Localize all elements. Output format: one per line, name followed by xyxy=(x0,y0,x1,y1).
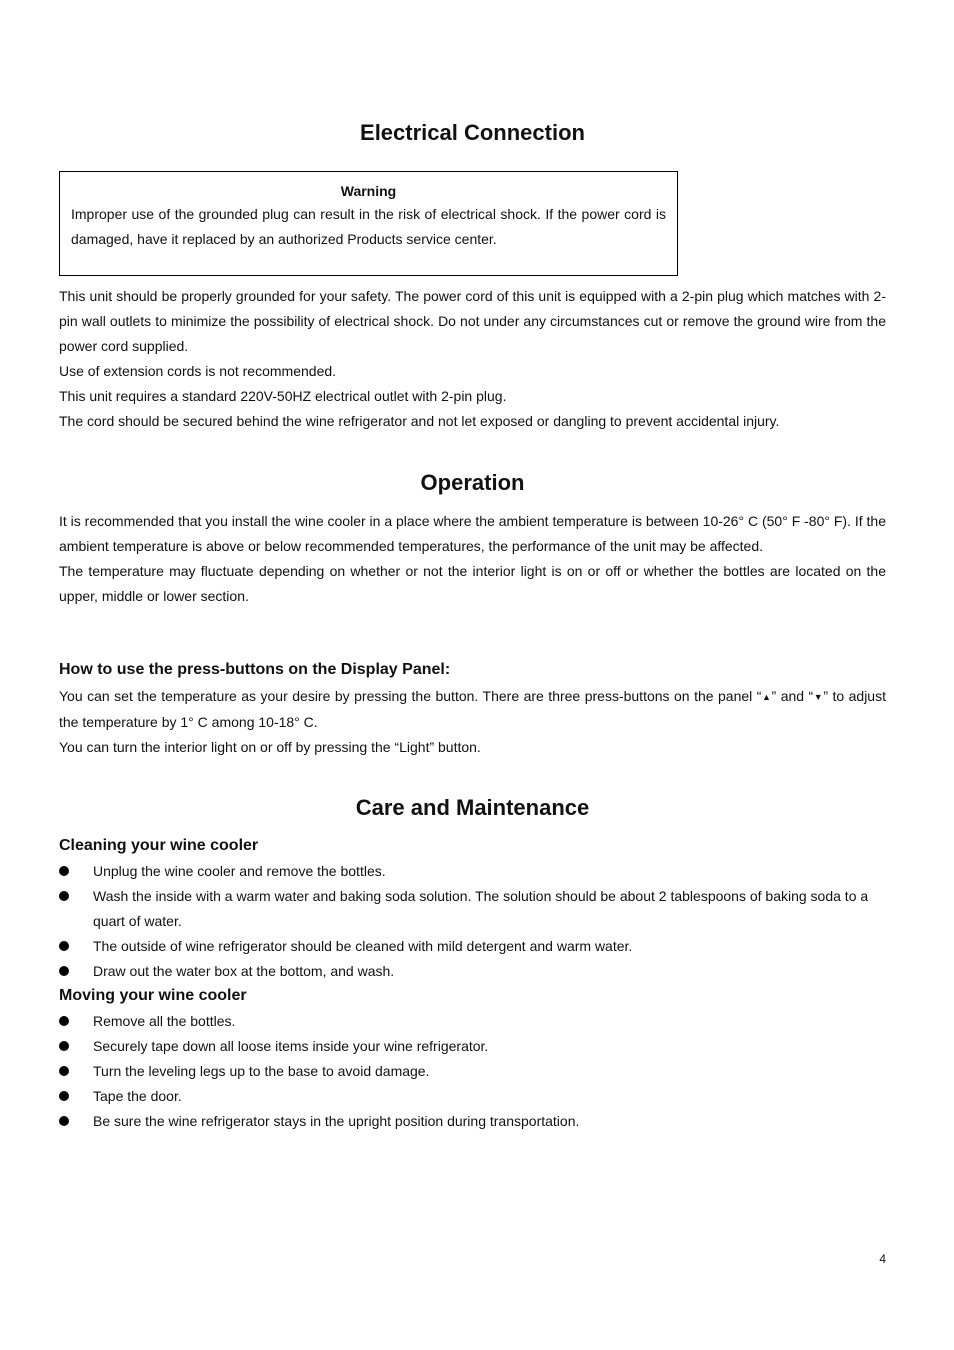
warning-title: Warning xyxy=(340,183,397,199)
electrical-paragraph-4: The cord should be secured behind the wine refrigerator and not let exposed or dangling to prevent accidental injury. xyxy=(59,413,780,429)
subsection-title-cleaning: Cleaning your wine cooler xyxy=(59,837,259,854)
bullet-icon xyxy=(59,1116,69,1126)
list-item-text: Turn the leveling legs up to the base to avoid damage. xyxy=(93,1063,430,1079)
list-item-text: Unplug the wine cooler and remove the bottles. xyxy=(93,863,386,879)
page-number: 4 xyxy=(879,1252,886,1266)
operation-paragraph-1: It is recommended that you install the wine cooler in a place where the ambient temperature is between 10-26° C (50° F -80° F). If the ambient temperature is above or below recommended temperatures, the performance of the unit may be affected. xyxy=(59,513,886,554)
list-item xyxy=(59,1034,886,1059)
bullet-icon xyxy=(59,966,69,976)
buttons-body xyxy=(59,684,886,760)
list-item-text: Tape the door. xyxy=(93,1088,182,1104)
list-item xyxy=(59,1109,886,1134)
operation-body xyxy=(59,509,886,609)
list-item xyxy=(59,1059,886,1084)
electrical-paragraph-3: This unit requires a standard 220V-50HZ electrical outlet with 2-pin plug. xyxy=(59,388,507,404)
buttons-paragraph-1 xyxy=(59,684,886,735)
warning-text: Improper use of the grounded plug can result in the risk of electrical shock. If the power cord is damaged, have it replaced by an authorized Products service center. xyxy=(71,206,666,247)
electrical-paragraph-2: Use of extension cords is not recommended. xyxy=(59,363,337,379)
list-item-text: Draw out the water box at the bottom, and wash. xyxy=(93,963,395,979)
down-arrow-icon: ▼ xyxy=(813,692,824,702)
operation-paragraph-2: The temperature may fluctuate depending on whether or not the interior light is on or off or whether the bottles are located on the upper, middle or lower section. xyxy=(59,563,886,604)
list-item xyxy=(59,1084,886,1109)
list-item xyxy=(59,959,886,984)
buttons-text-c: ” to adjust the temperature by 1° C among 10-18° C. xyxy=(59,688,886,730)
bullet-icon xyxy=(59,866,69,876)
list-item-text: The outside of wine refrigerator should be cleaned with mild detergent and warm water. xyxy=(93,938,633,954)
warning-box xyxy=(59,171,678,276)
list-item-text: Wash the inside with a warm water and baking soda solution. The solution should be about 2 tablespoons of baking soda to a quart of water. xyxy=(93,888,869,929)
bullet-icon xyxy=(59,1041,69,1051)
list-item xyxy=(59,859,886,884)
bullet-icon xyxy=(59,1066,69,1076)
list-item xyxy=(59,1009,886,1034)
section-title-care: Care and Maintenance xyxy=(355,795,590,820)
bullet-icon xyxy=(59,941,69,951)
section-title-operation: Operation xyxy=(420,470,525,495)
buttons-text-a: You can set the temperature as your desire by pressing the button. There are three press-buttons on the panel “ xyxy=(59,688,762,704)
list-item-text: Be sure the wine refrigerator stays in the upright position during transportation. xyxy=(93,1113,580,1129)
buttons-paragraph-2: You can turn the interior light on or off by pressing the “Light” button. xyxy=(59,739,481,755)
section-title-electrical: Electrical Connection xyxy=(360,120,585,145)
bullet-icon xyxy=(59,891,69,901)
list-item-text: Remove all the bottles. xyxy=(93,1013,236,1029)
bullet-icon xyxy=(59,1091,69,1101)
subsection-title-buttons: How to use the press-buttons on the Display Panel: xyxy=(59,661,451,678)
bullet-icon xyxy=(59,1016,69,1026)
electrical-paragraph-1: This unit should be properly grounded for your safety. The power cord of this unit is equipped with a 2-pin plug which matches with 2-pin wall outlets to minimize the possibility of electrical shock. Do not under any circumstances cut or remove the ground wire from the power cord supplied. xyxy=(59,288,886,354)
moving-list xyxy=(59,1009,886,1134)
buttons-text-b: ” and “ xyxy=(771,688,814,704)
list-item xyxy=(59,934,886,959)
list-item-text: Securely tape down all loose items inside your wine refrigerator. xyxy=(93,1038,489,1054)
cleaning-list xyxy=(59,859,886,984)
list-item xyxy=(59,884,886,934)
subsection-title-moving: Moving your wine cooler xyxy=(59,987,247,1004)
electrical-body xyxy=(59,284,886,434)
up-arrow-icon: ▲ xyxy=(761,692,772,702)
